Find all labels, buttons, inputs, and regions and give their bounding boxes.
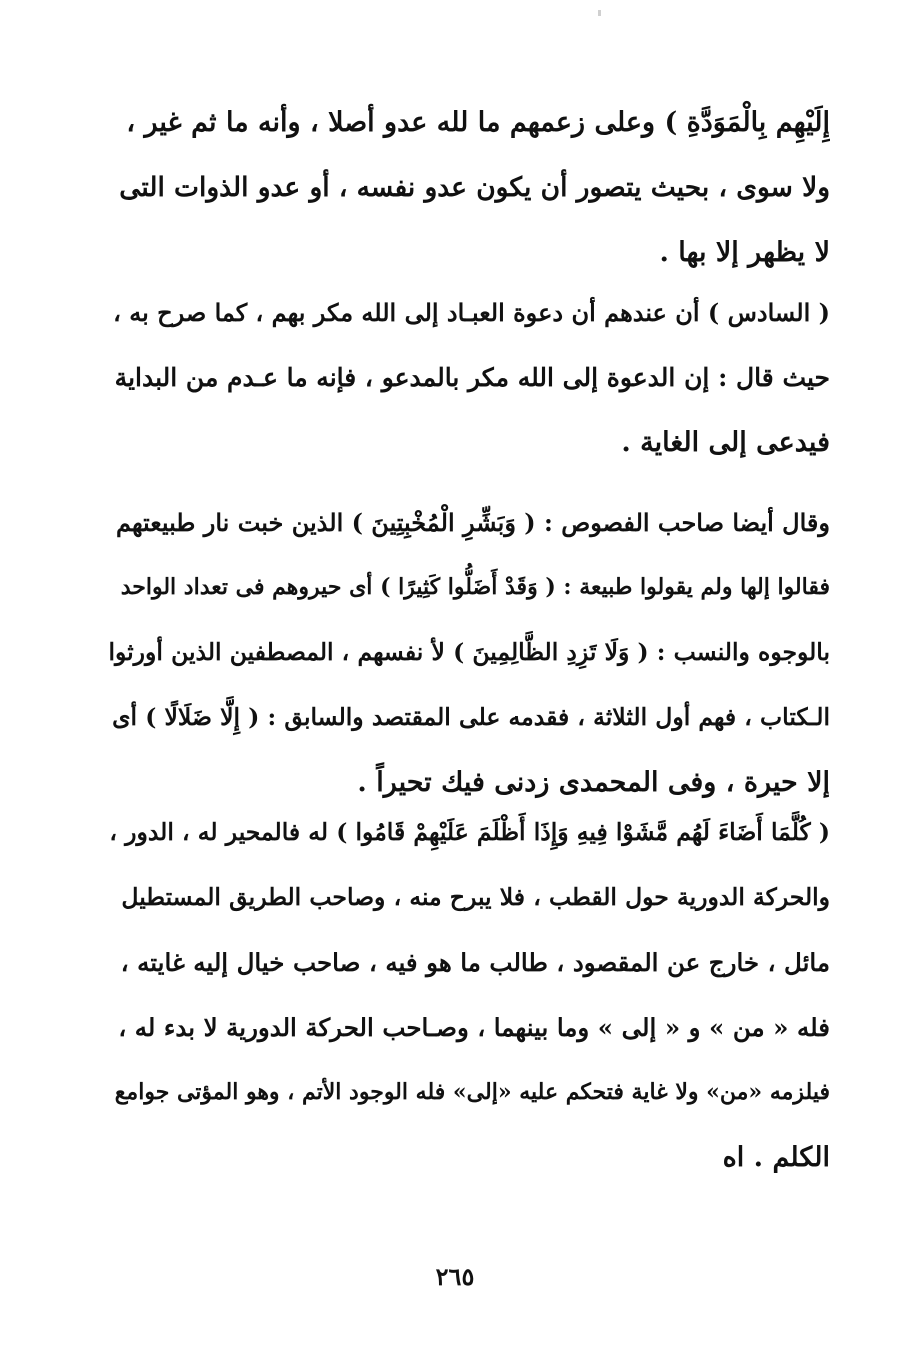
scan-artifact: [598, 10, 601, 16]
text-line: إلا حيرة ، وفى المحمدى زدنى فيك تحيراً .: [357, 767, 830, 798]
page-number: ٢٦٥: [435, 1262, 475, 1291]
text-line: بالوجوه والنسب : ( وَلَا تَزِدِ الظَّالِمِينَ ) لأ نفسهم ، المصطفين الذين أورثوا: [108, 638, 830, 666]
text-line: ( كُلَّمَا أَضَاءَ لَهُم مَّشَوْا فِيهِ وَإِذَا أَظْلَمَ عَلَيْهِمْ قَامُوا ) له فالمحير له ، الدور ،: [109, 818, 830, 846]
text-line: الـكتاب ، فهم أول الثلاثة ، فقدمه على المقتصد والسابق : ( إِلَّا ضَلَالًا ) أى: [112, 703, 830, 731]
text-line: والحركة الدورية حول القطب ، فلا يبرح منه ، وصاحب الطريق المستطيل: [121, 883, 830, 911]
paragraph-3: [108, 490, 830, 815]
text-line: وقال أيضا صاحب الفصوص : ( وَبَشِّرِ الْمُخْبِتِينَ ) الذين خبت نار طبيعتهم: [115, 508, 830, 537]
text-line: فقالوا إلها ولم يقولوا طبيعة : ( وَقَدْ أَضَلُّوا كَثِيرًا ) أى حيروهم فى تعداد الواحد: [120, 574, 830, 600]
text-line: فيدعى إلى الغاية .: [621, 427, 830, 458]
text-line: إِلَيْهِم بِالْمَوَدَّةِ ) وعلى زعمهم ما لله عدو أصلا ، وأنه ما ثم غير ،: [126, 107, 830, 138]
text-line: فيلزمه «من» ولا غاية فتحكم عليه «إلى» فله الوجود الأتم ، وهو المؤتى جوامع: [114, 1079, 830, 1105]
text-line: فله « من » و « إلى » وما بينهما ، وصـاحب الحركة الدورية لا بدء له ،: [118, 1013, 830, 1042]
text-line: ولا سوى ، بحيث يتصور أن يكون عدو نفسه ، أو عدو الذوات التى: [119, 172, 830, 203]
text-line: حيث قال : إن الدعوة إلى الله مكر بالمدعو ، فإنه ما عـدم من البداية: [114, 363, 830, 392]
text-line: لا يظهر إلا بها .: [659, 237, 830, 268]
text-line: مائل ، خارج عن المقصود ، طالب ما هو فيه ، صاحب خيال إليه غايته ،: [120, 948, 830, 977]
paragraph-4: [108, 800, 830, 1190]
paragraph-2: [108, 280, 830, 475]
text-line: الكلم . اه: [722, 1142, 830, 1173]
paragraph-1: [108, 90, 830, 285]
text-line: ( السادس ) أن عندهم أن دعوة العبـاد إلى الله مكر بهم ، كما صرح به ،: [113, 298, 830, 327]
